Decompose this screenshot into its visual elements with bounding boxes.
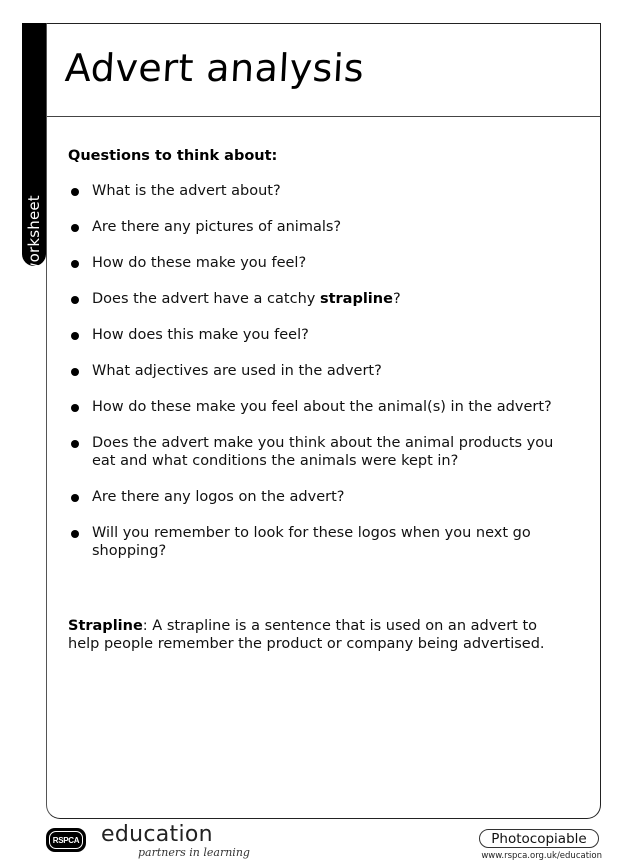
bullet-icon	[71, 530, 79, 538]
question-text: Are there any pictures of animals?	[92, 219, 342, 235]
question-item	[68, 290, 568, 308]
bullet-icon	[71, 296, 79, 304]
bullet-icon	[71, 260, 79, 268]
question-item	[68, 488, 568, 506]
question-item	[68, 254, 568, 272]
bullet-icon	[71, 368, 79, 376]
question-text: Does the advert make you think about the animal products you eat and what conditions the animals were kept in?	[92, 435, 554, 469]
photocopiable-label: Photocopiable	[491, 830, 587, 847]
question-bold-term: strapline	[319, 291, 393, 307]
question-text: How does this make you feel?	[92, 327, 309, 343]
questions-heading: Questions to think about:	[68, 148, 278, 164]
strapline-definition	[68, 617, 568, 653]
education-wordmark: education	[101, 822, 213, 847]
question-text: How do these make you feel?	[92, 255, 307, 271]
bullet-icon	[71, 440, 79, 448]
rspca-logo-icon	[46, 828, 86, 852]
question-text-end: ?	[392, 291, 401, 307]
bullet-icon	[71, 224, 79, 232]
question-text: Are there any logos on the advert?	[92, 489, 345, 505]
question-text: What is the advert about?	[92, 183, 281, 199]
education-tagline: partners in learning	[138, 846, 250, 859]
question-item	[68, 182, 568, 200]
side-tab-label: worksheet	[25, 195, 44, 275]
question-item	[68, 362, 568, 380]
bullet-icon	[71, 188, 79, 196]
footer-url: www.rspca.org.uk/education	[481, 851, 602, 861]
question-text: What adjectives are used in the advert?	[92, 363, 382, 379]
question-text: Does the advert have a catchy	[92, 291, 320, 307]
question-item	[68, 524, 568, 560]
question-item	[68, 434, 568, 470]
rspca-logo-text: RSPCA	[52, 835, 80, 845]
question-item	[68, 218, 568, 236]
question-text: How do these make you feel about the animal(s) in the advert?	[92, 399, 552, 415]
questions-section	[68, 148, 568, 578]
bullet-icon	[71, 404, 79, 412]
worksheet-frame	[46, 23, 601, 819]
header	[47, 24, 600, 117]
definition-text: : A strapline is a sentence that is used on an advert to help people remember the product or company being advertised.	[68, 618, 545, 652]
page-title: Advert analysis	[63, 46, 366, 90]
worksheet-side-tab	[22, 23, 46, 275]
bullet-icon	[71, 494, 79, 502]
questions-list	[68, 182, 568, 560]
question-item	[68, 398, 568, 416]
rspca-logo-badge	[49, 831, 83, 849]
side-tab-label-wrap	[22, 195, 46, 275]
photocopiable-badge	[479, 829, 599, 848]
question-text: Will you remember to look for these logos when you next go shopping?	[92, 525, 531, 559]
definition-term: Strapline	[68, 618, 143, 634]
bullet-icon	[71, 332, 79, 340]
question-item	[68, 326, 568, 344]
